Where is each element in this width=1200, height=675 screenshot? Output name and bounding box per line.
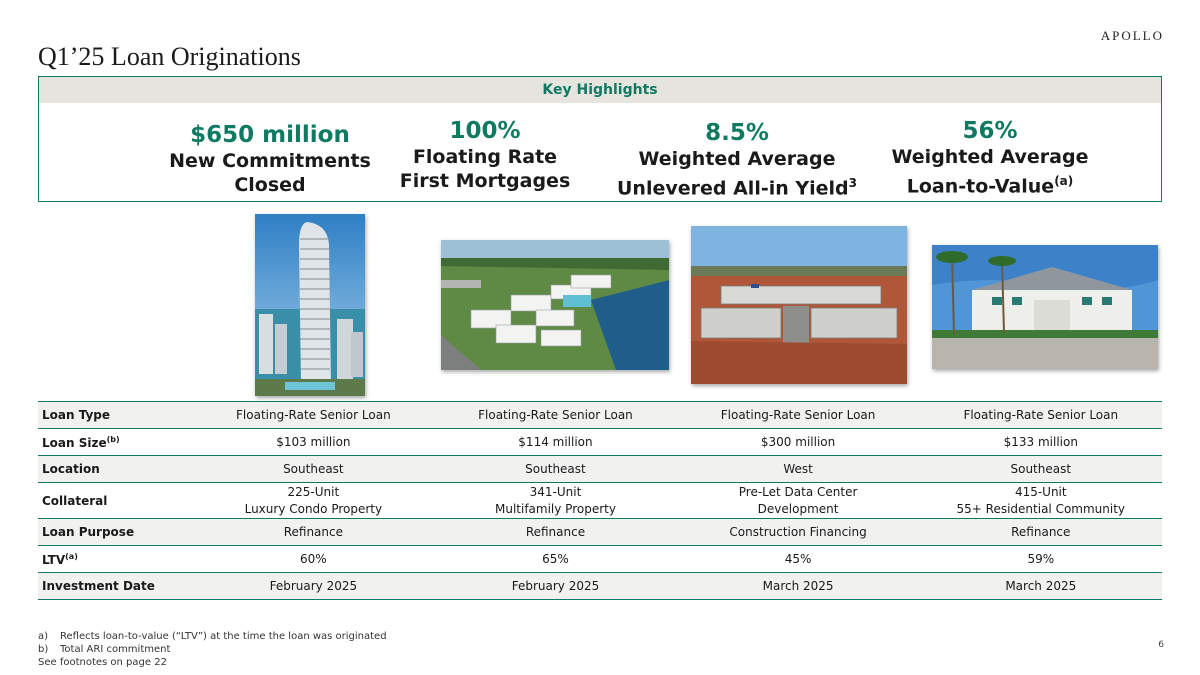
table-cell: West xyxy=(677,456,920,483)
table-row xyxy=(38,456,1162,483)
row-label: Investment Date xyxy=(38,573,192,600)
table-cell: Southeast xyxy=(192,456,434,483)
apollo-logo: APOLLO xyxy=(1100,28,1164,43)
table-cell: 60% xyxy=(192,546,434,573)
footnote-b: b) Total ARI commitment xyxy=(38,644,171,655)
condo-tower-photo xyxy=(255,214,365,396)
table-cell: 415-Unit 55+ Residential Community xyxy=(920,483,1162,519)
table-cell: Southeast xyxy=(920,456,1162,483)
table-row xyxy=(38,546,1162,573)
table-row xyxy=(38,519,1162,546)
highlight-description: New Commitments Closed xyxy=(169,150,371,196)
table-cell: 341-Unit Multifamily Property xyxy=(434,483,676,519)
table-cell: Refinance xyxy=(192,519,434,546)
table-row xyxy=(38,402,1162,429)
table-cell: Refinance xyxy=(920,519,1162,546)
highlight-value: 56% xyxy=(962,118,1018,144)
table-cell: Southeast xyxy=(434,456,676,483)
table-cell: $133 million xyxy=(920,429,1162,456)
footnotes xyxy=(38,630,387,669)
row-label: LTV$^{(a)}$ xyxy=(38,546,192,573)
table-cell: Floating-Rate Senior Loan xyxy=(677,402,920,429)
highlight-weighted-yield xyxy=(602,119,872,200)
table-row xyxy=(38,573,1162,600)
key-highlights-header: Key Highlights xyxy=(39,77,1161,103)
table-cell: February 2025 xyxy=(434,573,676,600)
table-cell: 65% xyxy=(434,546,676,573)
row-label: Location xyxy=(38,456,192,483)
highlight-floating-rate xyxy=(350,117,620,193)
data-center-construction-photo xyxy=(691,226,907,384)
residential-community-photo xyxy=(932,245,1158,369)
see-footnotes-note: See footnotes on page 22 xyxy=(38,657,167,668)
table-cell: Pre-Let Data Center Development xyxy=(677,483,920,519)
page-number: 6 xyxy=(1158,640,1164,650)
table-cell: Construction Financing xyxy=(677,519,920,546)
key-highlights-panel xyxy=(38,76,1162,202)
table-cell: $103 million xyxy=(192,429,434,456)
highlight-description: Weighted Average Unlevered All-in Yield$^3$ xyxy=(617,148,857,200)
table-cell: Floating-Rate Senior Loan xyxy=(920,402,1162,429)
highlight-value: 8.5% xyxy=(705,120,769,146)
footnote-a: a) Reflects loan-to-value (“LTV”) at the time the loan was originated xyxy=(38,631,387,642)
row-label: Loan Size$^{(b)}$ xyxy=(38,429,192,456)
table-cell: $114 million xyxy=(434,429,676,456)
table-cell: 225-Unit Luxury Condo Property xyxy=(192,483,434,519)
table-cell: $300 million xyxy=(677,429,920,456)
table-cell: 59% xyxy=(920,546,1162,573)
highlight-description: Floating Rate First Mortgages xyxy=(399,146,571,192)
table-cell: March 2025 xyxy=(920,573,1162,600)
row-label: Loan Type xyxy=(38,402,192,429)
table-cell: February 2025 xyxy=(192,573,434,600)
highlight-loan-to-value xyxy=(855,117,1125,198)
table-cell: Floating-Rate Senior Loan xyxy=(192,402,434,429)
page-title: Q1’25 Loan Originations xyxy=(38,42,301,71)
table-cell: Refinance xyxy=(434,519,676,546)
highlight-value: $650 million xyxy=(190,122,350,148)
row-label: Collateral xyxy=(38,483,192,519)
highlight-description: Weighted Average Loan-to-Value$^{(a)}$ xyxy=(891,146,1089,198)
multifamily-property-photo xyxy=(441,240,669,370)
highlight-value: 100% xyxy=(449,118,521,144)
loan-details-table xyxy=(38,401,1162,600)
table-row xyxy=(38,429,1162,456)
table-cell: March 2025 xyxy=(677,573,920,600)
row-label: Loan Purpose xyxy=(38,519,192,546)
table-row xyxy=(38,483,1162,519)
table-cell: Floating-Rate Senior Loan xyxy=(434,402,676,429)
table-cell: 45% xyxy=(677,546,920,573)
